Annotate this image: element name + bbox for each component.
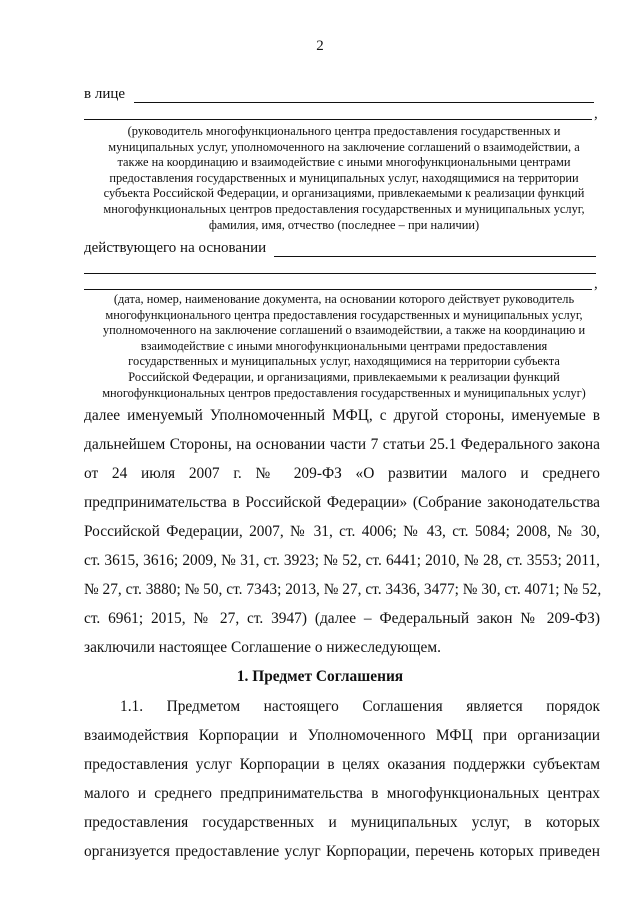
- note-line: субъекта Российской Федерации, и организациями, привлекаемыми к реализации функций: [103, 186, 585, 201]
- note-line: взаимодействие с иными многофункциональными центрами предоставления: [140, 338, 548, 353]
- paragraph-line: предпринимательства в Российской Федерации» (Собрание законодательства: [84, 494, 600, 511]
- note-line: многофункциональных центров предоставления государственных и муниципальных услуг,: [103, 201, 585, 216]
- representative-note: [78, 124, 610, 233]
- paragraph-line: № 27, ст. 3880; № 50, ст. 7343; 2013, № 27, ст. 3436, 3477; № 30, ст. 4071; № 52,: [84, 581, 602, 598]
- note-line: многофункциональных центров предоставления государственных и муниципальных услуг): [102, 385, 586, 400]
- acting-basis-label: действующего на основании: [84, 240, 267, 256]
- note-line: фамилия, имя, отчество (последнее – при наличии): [208, 217, 480, 232]
- paragraph-line: ст. 6961; 2015, № 27, ст. 3947) (далее – Федеральный закон № 209-ФЗ): [84, 610, 600, 627]
- trailing-comma: ,: [594, 106, 598, 122]
- paragraph-line: организуется предоставление услуг Корпорации, перечень которых приведен: [84, 843, 600, 860]
- representative-name-field-line-2[interactable]: [84, 119, 592, 120]
- paragraph-line: малого и среднего предпринимательства в многофункциональных центрах: [84, 785, 600, 802]
- note-line: также на координацию и взаимодействие с иными многофункциональными центрами: [117, 155, 571, 170]
- paragraph-line: дальнейшем Стороны, на основании части 7 статьи 25.1 Федерального закона: [84, 436, 600, 453]
- note-line: уполномоченного на заключение соглашений о взаимодействии, а также на координацию и: [102, 323, 586, 338]
- paragraph-line: далее именуемый Уполномоченный МФЦ, с другой стороны, именуемые в: [84, 407, 600, 424]
- acting-basis-field[interactable]: [274, 256, 596, 257]
- paragraph-line: Российской Федерации, 2007, № 31, ст. 4006; № 43, ст. 5084; 2008, № 30,: [84, 523, 600, 540]
- note-line: предоставления государственных и муниципальных услуг, находящимися на территории: [109, 170, 579, 185]
- paragraph-line: предоставления услуг Корпорации в целях оказания поддержки субъектам: [84, 756, 600, 773]
- section-heading: 1. Предмет Соглашения: [236, 668, 404, 685]
- note-line: (руководитель многофункционального центра предоставления государственных и: [127, 124, 561, 138]
- note-line: муниципальных услуг, уполномоченного на заключение соглашений о взаимодействии, а: [108, 139, 580, 154]
- acting-basis-field-line-3[interactable]: [84, 289, 592, 290]
- basis-document-note: [78, 292, 610, 401]
- paragraph-line: 1.1. Предметом настоящего Соглашения является порядок: [120, 698, 600, 715]
- note-line: государственных и муниципальных услуг, находящимися на территории субъекта: [128, 354, 560, 369]
- paragraph-line: взаимодействия Корпорации и Уполномоченного МФЦ при организации: [84, 727, 600, 744]
- note-line: Российской Федерации, и организациями, привлекаемыми к реализации функций: [128, 369, 560, 384]
- representative-name-field[interactable]: [134, 102, 594, 103]
- trailing-comma: ,: [594, 276, 598, 292]
- paragraph-line: от 24 июля 2007 г. № 209-ФЗ «О развитии малого и среднего: [84, 465, 600, 482]
- acting-basis-field-line-2[interactable]: [84, 273, 596, 274]
- page-number: 2: [316, 38, 324, 54]
- note-line: многофункционального центра предоставления государственных и муниципальных услуг,: [105, 307, 583, 322]
- paragraph-line: предоставления государственных и муниципальных услуг, в которых: [84, 814, 600, 831]
- note-line: (дата, номер, наименование документа, на основании которого действует руководитель: [113, 292, 575, 306]
- paragraph-line: ст. 3615, 3616; 2009, № 31, ст. 3923; № 52, ст. 6441; 2010, № 28, ст. 3553; 2011,: [84, 552, 600, 569]
- in-person-label: в лице: [84, 86, 126, 102]
- paragraph-line: заключили настоящее Соглашение о нижеследующем.: [84, 639, 441, 656]
